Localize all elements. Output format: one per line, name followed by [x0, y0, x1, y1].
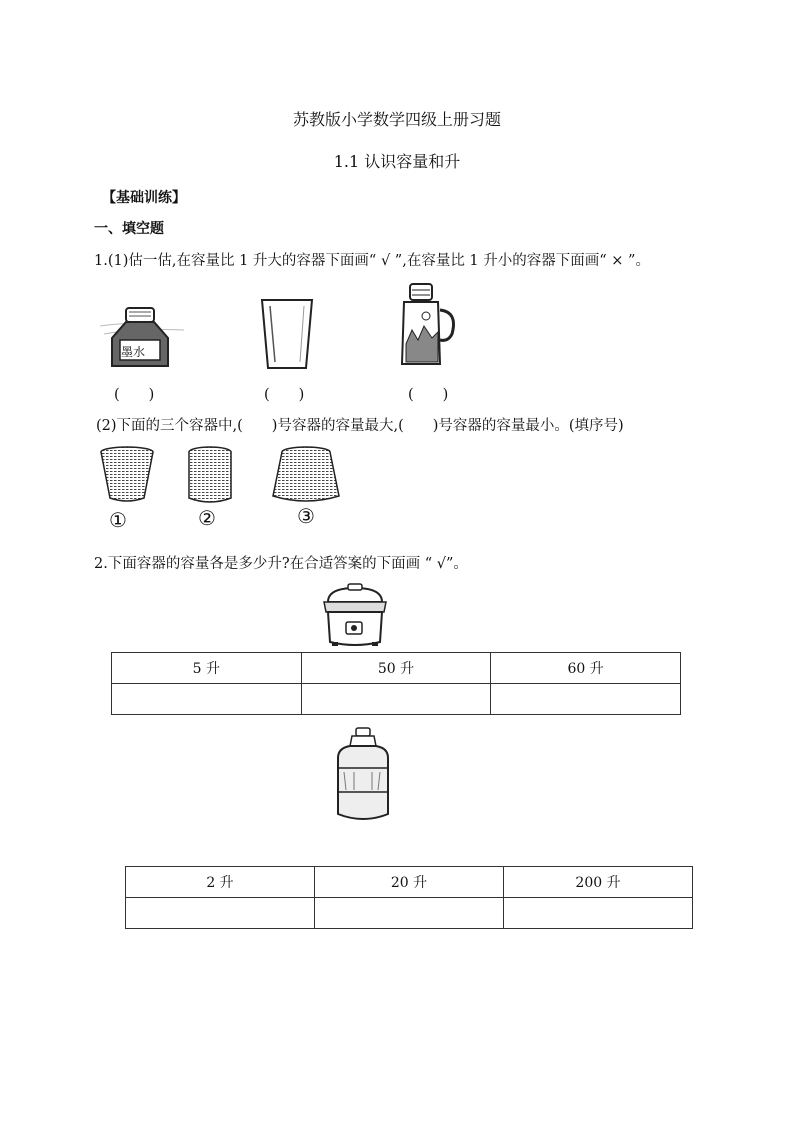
- cup-container-icon: [98, 446, 156, 506]
- table-row: [126, 867, 693, 898]
- table-row: [126, 898, 693, 929]
- question-1-part-2: (2)下面的三个容器中,( )号容器的容量最大,( )号容器的容量最小。(填序号): [96, 418, 624, 434]
- table-2-header-3: 200 升: [504, 867, 693, 898]
- section-training: 【基础训练】: [102, 190, 186, 206]
- page-subtitle: 1.1 认识容量和升: [333, 152, 461, 171]
- bucket-container-icon: [270, 446, 342, 506]
- answer-table-1: [111, 652, 681, 715]
- question-1-part-1: 1.(1)估一估,在容量比 1 升大的容器下面画“ √ ”,在容量比 1 升小的容器下面画“ × ”。: [94, 253, 650, 269]
- answer-blank-3[interactable]: ( ): [408, 387, 449, 403]
- ink-bottle-label: 墨水: [121, 345, 146, 359]
- question-2: 2.下面容器的容量各是多少升?在合适答案的下面画 “ √”。: [94, 556, 468, 572]
- table-2-header-2: 20 升: [315, 867, 504, 898]
- answer-table-2: [125, 866, 693, 929]
- water-jug-icon: [334, 728, 392, 824]
- table-2-answer-cell-2[interactable]: [315, 898, 504, 929]
- table-1-answer-cell-2[interactable]: [301, 684, 491, 715]
- answer-blank-2[interactable]: ( ): [264, 387, 305, 403]
- table-row: [112, 684, 681, 715]
- cylinder-container-icon: [186, 446, 234, 506]
- table-1-header-2: 50 升: [301, 653, 491, 684]
- ink-bottle-icon: [96, 300, 186, 380]
- rice-cooker-icon: [322, 584, 388, 650]
- table-2-answer-cell-3[interactable]: [504, 898, 693, 929]
- drinking-glass-icon: [258, 296, 318, 372]
- table-1-answer-cell-1[interactable]: [112, 684, 302, 715]
- thermos-icon: [398, 282, 460, 368]
- answer-blank-1[interactable]: ( ): [114, 387, 155, 403]
- table-2-header-1: 2 升: [126, 867, 315, 898]
- table-1-header-1: 5 升: [112, 653, 302, 684]
- container-label-3: ③: [297, 504, 315, 528]
- section-fill-blank: 一、填空题: [94, 221, 164, 237]
- table-row: [112, 653, 681, 684]
- table-2-answer-cell-1[interactable]: [126, 898, 315, 929]
- table-1-answer-cell-3[interactable]: [491, 684, 681, 715]
- container-label-1: ①: [109, 508, 127, 532]
- page-title: 苏教版小学数学四级上册习题: [292, 110, 501, 129]
- container-label-2: ②: [198, 506, 216, 530]
- table-1-header-3: 60 升: [491, 653, 681, 684]
